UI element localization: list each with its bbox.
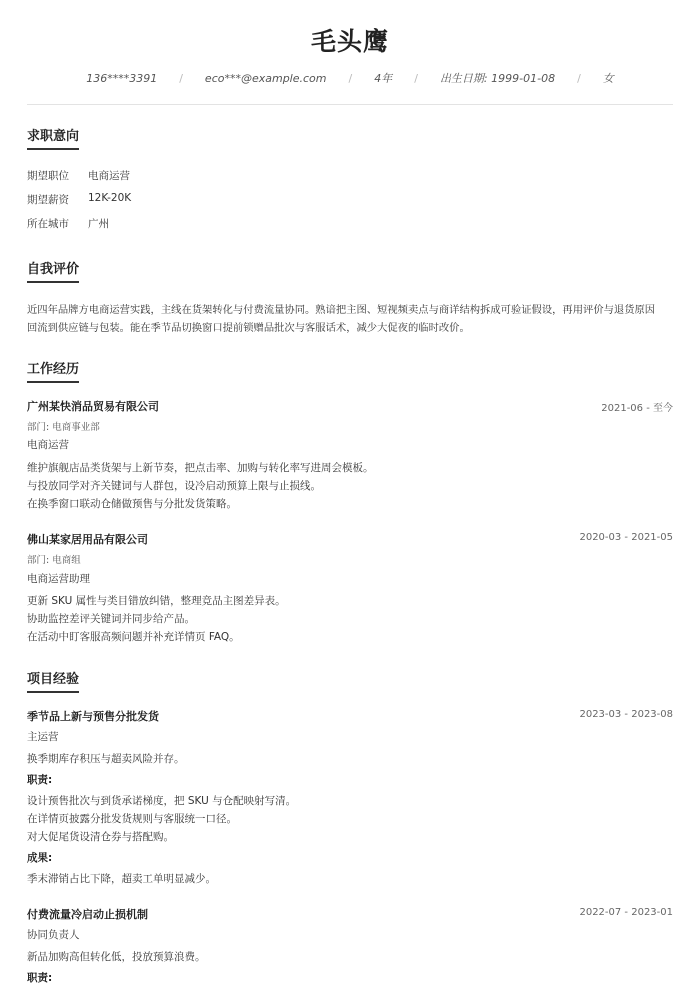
project-duty: 设计预售批次与到货承诺梯度，把 SKU 与仓配映射写清。 (27, 795, 297, 807)
header-divider (27, 104, 673, 105)
project-duty: 对大促尾货设清仓券与搭配购。 (27, 831, 174, 843)
section-title-work: 工作经历 (27, 362, 80, 377)
job-department: 部门: 电商组 (27, 555, 81, 566)
contact-divider: / (348, 71, 353, 85)
experience-years-text: 4年 (374, 72, 393, 85)
project-duty: 在详情页披露分批发货规则与客服统一口径。 (27, 813, 237, 825)
gender-text: 女 (602, 72, 614, 85)
section-underline (27, 148, 79, 150)
intent-salary-value: 12K-20K (88, 192, 132, 204)
intent-salary-row (27, 192, 131, 207)
section-underline (27, 691, 79, 693)
intent-position-row (27, 168, 130, 183)
section-underline (27, 281, 79, 283)
project-duty-label: 职责: (27, 774, 53, 786)
project-date: 2023-03 - 2023-08 (579, 709, 673, 720)
section-underline (27, 381, 79, 383)
self-evaluation-line: 回流到供应链与包装。能在季节品切换窗口提前锁赠品批次与客服话术，减少大促夜的临时改价。 (27, 322, 470, 334)
project-background: 新品加购高但转化低，投放预算浪费。 (27, 951, 206, 963)
job-role: 电商运营助理 (27, 573, 90, 585)
project-result: 季末滞销占比下降，超卖工单明显减少。 (27, 873, 216, 885)
project-role: 协同负责人 (27, 929, 80, 941)
job-bullet: 维护旗舰店品类货架与上新节奏，把点击率、加购与转化率写进周会模板。 (27, 462, 374, 474)
phone-text: 136****3391 (86, 71, 158, 85)
candidate-name: 毛头鹰 (310, 27, 389, 56)
contact-divider: / (414, 71, 418, 85)
job-date: 2021-06 - 至今 (601, 403, 673, 414)
email-text: eco***@example.com (204, 71, 327, 85)
job-bullet: 与投放同学对齐关键词与人群包，设冷启动预算上限与止损线。 (27, 480, 321, 492)
contact-divider: / (577, 71, 581, 85)
job-role: 电商运营 (27, 439, 69, 451)
project-name: 季节品上新与预售分批发货 (27, 710, 159, 723)
self-evaluation-line: 近四年品牌方电商运营实践，主线在货架转化与付费流量协同。熟谙把主图、短视频卖点与商详结构拆成可验证假设，再用评价与退货原因 (27, 304, 656, 316)
section-title-intent: 求职意向 (27, 129, 80, 144)
job-department: 部门: 电商事业部 (27, 422, 100, 433)
project-duty-label: 职责: (27, 972, 53, 984)
intent-position-label: 期望职位 (27, 170, 69, 182)
intent-city-value: 广州 (88, 218, 109, 230)
section-title-self: 自我评价 (27, 262, 80, 277)
intent-city-row (27, 216, 109, 231)
contact-bar (0, 70, 700, 86)
job-bullet: 在活动中盯客服高频问题并补充详情页 FAQ。 (27, 631, 240, 643)
job-bullet: 协助监控差评关键词并同步给产品。 (27, 613, 195, 625)
section-title-projects: 项目经验 (27, 672, 80, 687)
birth-date-text: 出生日期: 1999-01-08 (439, 72, 556, 85)
job-date: 2020-03 - 2021-05 (579, 532, 673, 543)
intent-city-label: 所在城市 (27, 218, 69, 230)
project-name: 付费流量冷启动止损机制 (27, 908, 148, 921)
project-role: 主运营 (27, 731, 59, 743)
project-background: 换季期库存积压与超卖风险并存。 (27, 753, 185, 765)
job-company: 佛山某家居用品有限公司 (27, 533, 148, 546)
contact-divider: / (179, 71, 183, 85)
project-date: 2022-07 - 2023-01 (579, 907, 673, 918)
intent-position-value: 电商运营 (88, 170, 130, 182)
job-bullet: 更新 SKU 属性与类目错放纠错，整理竞品主图差异表。 (27, 595, 286, 607)
job-company: 广州某快消品贸易有限公司 (27, 400, 159, 413)
job-bullet: 在换季窗口联动仓储做预售与分批发货策略。 (27, 498, 237, 510)
intent-salary-label: 期望薪资 (27, 194, 69, 206)
project-result-label: 成果: (27, 852, 53, 864)
